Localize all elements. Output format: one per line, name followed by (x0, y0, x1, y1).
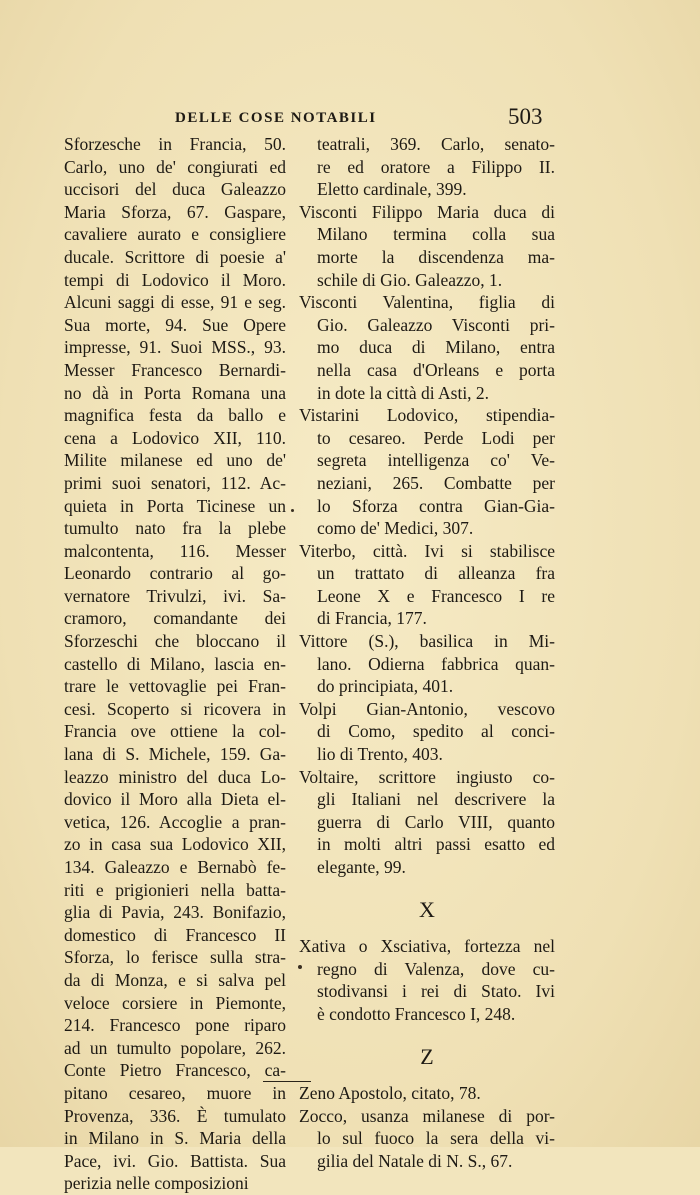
text-line: Sua morte, 94. Sue Opere (64, 314, 286, 335)
text-line: Alcuni saggi di esse, 91 e seg. (64, 292, 286, 313)
left-column (64, 133, 286, 1195)
text-line: Sforzeschi che bloccano il (64, 631, 286, 652)
text-line: Visconti Filippo Maria duca di (299, 201, 555, 222)
text-line: lio di Trento, 403. (317, 744, 443, 765)
text-line: tempi di Lodovico il Moro. (64, 269, 286, 290)
text-line: stodivansi i rei di Stato. Ivi (317, 981, 555, 1002)
text-line: teatrali, 369. Carlo, senato- (317, 134, 555, 154)
text-line: elegante, 99. (317, 857, 406, 877)
text-line: lana di S. Michele, 159. Ga- (64, 744, 286, 765)
text-line: in molti altri passi esatto ed (317, 834, 555, 855)
text-line: Vistarini Lodovico, stipendia- (299, 405, 555, 426)
text-line: è condotto Francesco I, 248. (317, 1003, 516, 1024)
text-line: Provenza, 336. È tumulato (64, 1105, 286, 1126)
text-line: Francia ove ottiene la col- (64, 721, 286, 742)
text-line: gilia del Natale di N. S., 67. (317, 1150, 513, 1171)
text-line: to cesareo. Perde Lodi per (317, 427, 555, 448)
text-line: Zocco, usanza milanese di por- (299, 1105, 555, 1126)
text-line: Messer Francesco Bernardi- (64, 359, 286, 380)
text-line: Carlo, uno de' congiurati ed (64, 156, 286, 177)
text-line: tumulto nato fra la plebe (64, 518, 286, 539)
text-line: Volpi Gian-Antonio, vescovo (299, 698, 555, 719)
text-line: pitano cesareo, muore in (64, 1082, 286, 1103)
ink-speck (291, 509, 294, 512)
text-line: magnifica festa da ballo e (64, 405, 286, 426)
page-number: 503 (508, 104, 543, 129)
text-line: Voltaire, scrittore ingiusto co- (299, 766, 555, 787)
text-line: Sforzesche in Francia, 50. (64, 134, 286, 154)
text-line: uccisori del duca Galeazzo (64, 179, 286, 200)
text-line: glia di Pavia, 243. Bonifazio, (64, 902, 286, 923)
text-line: domestico di Francesco II (64, 924, 286, 945)
text-line: nella casa d'Orleans e porta (317, 359, 555, 380)
running-head: DELLE COSE NOTABILI (175, 110, 377, 126)
text-line: re ed oratore a Filippo II. (317, 156, 555, 177)
text-line: ducale. Scrittore di poesie a' (64, 246, 286, 267)
text-line: lo sul fuoco la sera della vi- (317, 1128, 555, 1149)
text-line: no dà in Porta Romana una (64, 382, 286, 403)
text-line: cesi. Scoperto si ricovera in (64, 698, 286, 719)
text-line: castello di Milano, lascia en- (64, 653, 286, 674)
text-line: Maria Sforza, 67. Gaspare, (64, 201, 286, 222)
text-line: leazzo ministro del duca Lo- (64, 766, 286, 787)
text-line: 134. Galeazzo e Bernabò fe- (64, 857, 286, 877)
text-line: perizia nelle composizioni (64, 1173, 249, 1194)
right-column (299, 133, 555, 1173)
text-line: ad un tumulto popolare, 262. (64, 1037, 286, 1058)
text-line: regno di Valenza, dove cu- (317, 958, 555, 979)
text-line: Leone X e Francesco I re (317, 585, 555, 606)
text-line: vetica, 126. Accoglie a pran- (64, 811, 286, 832)
text-line: neziani, 265. Combatte per (317, 472, 555, 493)
text-line: lano. Odierna fabbrica quan- (317, 653, 555, 674)
text-line: veloce corsiere in Piemonte, (64, 992, 286, 1013)
text-line: di Francia, 177. (317, 608, 427, 629)
text-line: trare le vettovaglie pei Fran- (64, 676, 286, 697)
text-line: como de' Medici, 307. (317, 518, 474, 539)
text-line: impresse, 91. Suoi MSS., 93. (64, 337, 286, 358)
text-line: guerra di Carlo VIII, quanto (317, 811, 555, 832)
section-letter-z: Z (420, 1043, 434, 1069)
text-line: Sforza, lo ferisce sulla stra- (64, 947, 286, 968)
text-line: lo Sforza contra Gian-Gia- (317, 495, 555, 516)
text-line: schile di Gio. Galeazzo, 1. (317, 269, 503, 290)
text-line: segreta intelligenza co' Ve- (317, 450, 555, 471)
text-line: do principiata, 401. (317, 676, 454, 697)
ink-speck (298, 965, 302, 969)
text-line: Visconti Valentina, figlia di (299, 292, 555, 313)
text-line: cavaliere aurato e consigliere (64, 224, 286, 245)
text-line: in Milano in S. Maria della (64, 1128, 286, 1149)
text-line: cramoro, comandante dei (64, 608, 286, 629)
text-line: primi suoi senatori, 112. Ac- (64, 472, 286, 493)
text-line: in dote la città di Asti, 2. (317, 382, 490, 403)
text-line: un trattato di alleanza fra (317, 563, 555, 584)
text-line: quieta in Porta Ticinese un (64, 495, 286, 516)
text-line: Conte Pietro Francesco, ca- (64, 1060, 286, 1081)
text-line: cena a Lodovico XII, 110. (64, 427, 286, 448)
text-line: zo in casa sua Lodovico XII, (64, 834, 286, 855)
text-line: Gio. Galeazzo Visconti pri- (317, 314, 555, 335)
end-rule (263, 1081, 311, 1082)
text-line: Leonardo contrario al go- (64, 563, 286, 584)
text-line: Eletto cardinale, 399. (317, 179, 467, 200)
text-line: Viterbo, città. Ivi si stabilisce (299, 540, 555, 561)
text-line: Pace, ivi. Gio. Battista. Sua (64, 1150, 286, 1171)
text-line: mo duca di Milano, entra (317, 337, 555, 358)
text-line: Milite milanese ed uno de' (64, 450, 286, 471)
text-line: di Como, spedito al conci- (317, 721, 555, 742)
text-line: gli Italiani nel descrivere la (317, 789, 555, 810)
text-line: Xativa o Xsciativa, fortezza nel (299, 936, 555, 957)
text-line: morte la discendenza ma- (317, 246, 555, 267)
text-line: Vittore (S.), basilica in Mi- (299, 631, 555, 652)
text-line: da di Monza, e si salva pel (64, 969, 286, 990)
text-line: 214. Francesco pone riparo (64, 1015, 286, 1036)
text-line: Zeno Apostolo, citato, 78. (299, 1083, 481, 1104)
section-letter-x: X (419, 896, 435, 922)
text-line: malcontenta, 116. Messer (64, 540, 286, 561)
text-line: dovico il Moro alla Dieta el- (64, 789, 286, 810)
text-line: riti e prigionieri nella batta- (64, 879, 286, 900)
text-line: Milano termina colla sua (317, 224, 555, 245)
text-line: vernatore Trivulzi, ivi. Sa- (64, 585, 286, 606)
